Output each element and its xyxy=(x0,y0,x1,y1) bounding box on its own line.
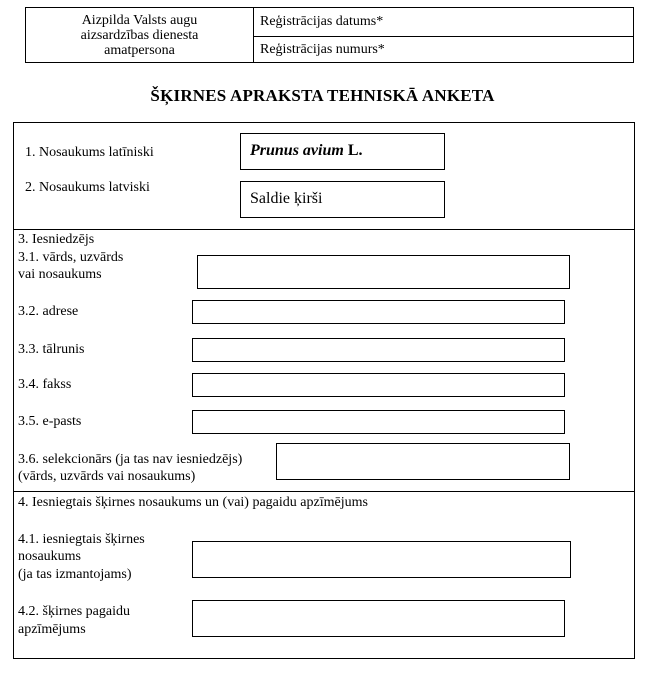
page-title: ŠĶIRNES APRAKSTA TEHNISKĀ ANKETA xyxy=(150,86,495,105)
latin-genus: Prunus avium xyxy=(250,142,344,159)
temp-designation-label-1: 4.2. šķirnes pagaidu xyxy=(18,604,130,619)
header-divider-horizontal xyxy=(253,36,633,37)
applicant-name-label-2: vai nosaukums xyxy=(18,267,102,282)
latvian-name-field[interactable] xyxy=(240,181,445,218)
fax-field[interactable] xyxy=(192,373,565,397)
proposed-name-field[interactable] xyxy=(192,541,571,578)
applicant-heading: 3. Iesniedzējs xyxy=(18,232,95,247)
proposed-name-label-1: 4.1. iesniegtais šķirnes xyxy=(18,532,145,547)
email-label: 3.5. e-pasts xyxy=(18,414,82,429)
section-divider-2 xyxy=(13,491,635,492)
authority-line-3: amatpersona xyxy=(104,42,175,58)
authority-line-1: Aizpilda Valsts augu xyxy=(81,12,198,28)
latin-author: L. xyxy=(347,142,363,159)
phone-field[interactable] xyxy=(192,338,565,362)
temp-designation-field[interactable] xyxy=(192,600,565,637)
latin-name-field[interactable] xyxy=(240,133,445,170)
latvian-name-label: 2. Nosaukums latviski xyxy=(25,180,150,195)
breeder-label-1: 3.6. selekcionārs (ja tas nav iesniedzējs) xyxy=(18,452,243,467)
variety-name-heading: 4. Iesniegtais šķirnes nosaukums un (vai) pagaidu apzīmējums xyxy=(18,495,368,510)
registration-header-table xyxy=(25,7,634,63)
authority-line-2: aizsardzības dienesta xyxy=(80,27,199,43)
proposed-name-label-2: nosaukums xyxy=(18,549,81,564)
proposed-name-label-3: (ja tas izmantojams) xyxy=(18,567,132,582)
latvian-name-value: Saldie ķirši xyxy=(250,190,323,207)
registration-date-field[interactable]: Reģistrācijas datums* xyxy=(260,14,384,29)
email-field[interactable] xyxy=(192,410,565,434)
applicant-name-label-1: 3.1. vārds, uzvārds xyxy=(18,250,124,265)
phone-label: 3.3. tālrunis xyxy=(18,342,85,357)
fax-label: 3.4. fakss xyxy=(18,377,72,392)
section-divider-1 xyxy=(13,229,635,230)
applicant-name-field[interactable] xyxy=(197,255,570,289)
breeder-field[interactable] xyxy=(276,443,570,480)
breeder-label-2: (vārds, uzvārds vai nosaukums) xyxy=(18,469,196,484)
address-field[interactable] xyxy=(192,300,565,324)
latin-name-label: 1. Nosaukums latīniski xyxy=(25,145,154,160)
registration-number-field[interactable]: Reģistrācijas numurs* xyxy=(260,42,385,57)
temp-designation-label-2: apzīmējums xyxy=(18,622,86,637)
latin-name-value xyxy=(250,142,362,160)
authority-note xyxy=(26,8,253,62)
address-label: 3.2. adrese xyxy=(18,304,79,319)
header-divider-vertical xyxy=(253,8,254,62)
